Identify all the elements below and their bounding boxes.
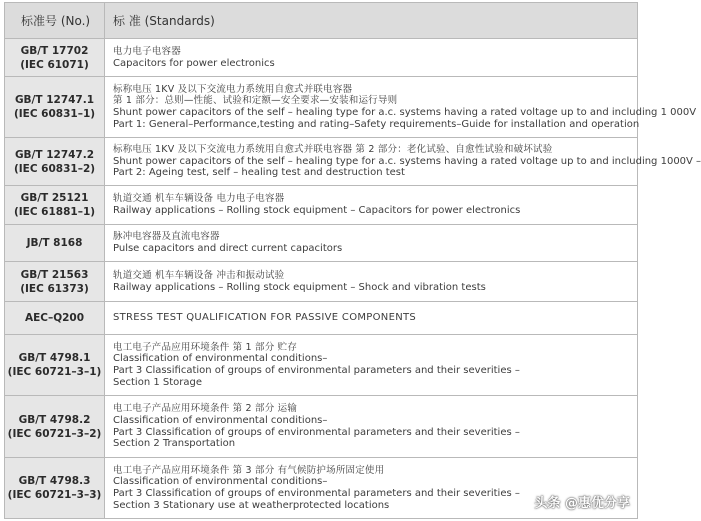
table-row <box>5 335 638 396</box>
table-row <box>5 186 638 225</box>
standard-code: GB/T 4798.1 (IEC 60721–3–1) <box>5 335 105 396</box>
standard-description: 电力电子电容器 Capacitors for power electronics <box>105 39 638 77</box>
standard-description: 电工电子产品应用环境条件 第 3 部分 有气候防护场所固定使用 Classification of environmental conditions– Part 3 Classification of groups of environmental parameters and their severities – Section 3 Stationary use at weatherprotected locations <box>105 458 638 519</box>
watermark: 头条 @惠优分享 <box>534 496 630 511</box>
standard-code: JB/T 8168 <box>5 225 105 262</box>
table-row <box>5 138 638 186</box>
table-header-row <box>5 3 638 39</box>
table-row <box>5 225 638 262</box>
standard-code: GB/T 21563 (IEC 61373) <box>5 262 105 302</box>
standard-description: 电工电子产品应用环境条件 第 2 部分 运输 Classification of environmental conditions– Part 3 Classification of groups of environmental parameters and their severities – Section 2 Transportation <box>105 396 638 458</box>
standard-description: 标称电压 1KV 及以下交流电力系统用自愈式并联电容器 第 1 部分：总则—性能、试验和定额—安全要求—安装和运行导则 Shunt power capacitors of the self – healing type for a.c. systems having a rated voltage up to and including 1 000V Part 1: General–Performance,testing and rating–Safety requirements–Guide for installation and operation <box>105 77 638 138</box>
standard-description: STRESS TEST QUALIFICATION FOR PASSIVE COMPONENTS <box>105 302 638 335</box>
standard-description: 轨道交通 机车车辆设备 电力电子电容器 Railway applications – Rolling stock equipment – Capacitors for power electronics <box>105 186 638 225</box>
header-standard-number: 标准号 (No.) <box>5 3 105 39</box>
standard-code: AEC–Q200 <box>5 302 105 335</box>
standard-code: GB/T 4798.3 (IEC 60721–3–3) <box>5 458 105 519</box>
standard-description: 脉冲电容器及直流电容器 Pulse capacitors and direct current capacitors <box>105 225 638 262</box>
standard-code: GB/T 25121 (IEC 61881–1) <box>5 186 105 225</box>
standard-code: GB/T 12747.1 (IEC 60831–1) <box>5 77 105 138</box>
standard-description: 电工电子产品应用环境条件 第 1 部分 贮存 Classification of environmental conditions– Part 3 Classification of groups of environmental parameters and their severities – Section 1 Storage <box>105 335 638 396</box>
header-standard-title: 标 准 (Standards) <box>105 3 638 39</box>
standard-code: GB/T 17702 (IEC 61071) <box>5 39 105 77</box>
standard-description: 标称电压 1KV 及以下交流电力系统用自愈式并联电容器 第 2 部分：老化试验、自愈性试验和破坏试验 Shunt power capacitors of the self – healing type for a.c. systems having a rated voltage up to and including 1000V – Part 2: Ageing test, self – healing test and destruction test <box>105 138 638 186</box>
standard-code: GB/T 12747.2 (IEC 60831–2) <box>5 138 105 186</box>
table-row <box>5 396 638 458</box>
standards-table <box>4 2 701 519</box>
table-row <box>5 39 638 77</box>
table-row <box>5 302 638 335</box>
standard-code: GB/T 4798.2 (IEC 60721–3–2) <box>5 396 105 458</box>
table-row <box>5 77 638 138</box>
table-row <box>5 262 638 302</box>
standard-description: 轨道交通 机车车辆设备 冲击和振动试验 Railway applications – Rolling stock equipment – Shock and vibration tests <box>105 262 638 302</box>
